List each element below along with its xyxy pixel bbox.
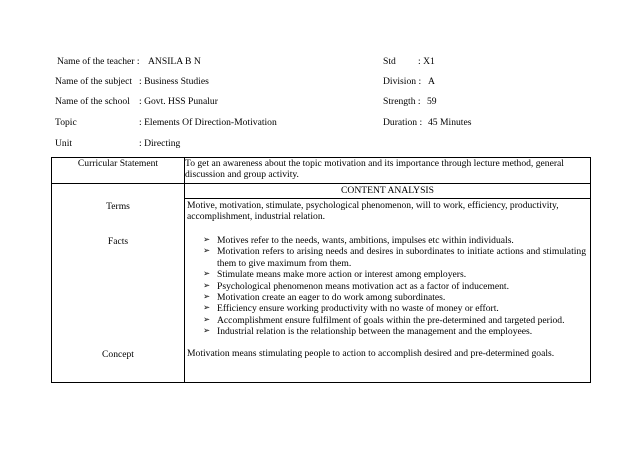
- lesson-plan-table: [51, 157, 591, 383]
- facts-label: Facts: [107, 236, 129, 247]
- duration-label: Duration :: [383, 117, 423, 128]
- fact-text: Psychological phenomenon means motivation act as a factor of inducement.: [217, 280, 509, 292]
- terms-label: Terms: [106, 201, 130, 212]
- concept-text: Motivation means stimulating people to action to accomplish desired and pre-determined goals.: [187, 348, 555, 359]
- facts-list-wrap: [187, 235, 586, 338]
- terms-text: Motive, motivation, stimulate, psychological phenomenon, will to work, efficiency, productivity, accomplishment, industrial relation.: [187, 200, 559, 223]
- arrowhead-bullet-icon: ➢: [203, 314, 211, 325]
- arrowhead-bullet-icon: ➢: [203, 280, 211, 291]
- arrowhead-bullet-icon: ➢: [203, 269, 211, 280]
- content-analysis-cell: [185, 184, 591, 383]
- arrowhead-bullet-icon: ➢: [203, 326, 211, 337]
- teacher-label: Name of the teacher :: [57, 56, 140, 67]
- curricular-text: To get an awareness about the topic motivation and its importance through lecture method, general discussion and group activity.: [185, 158, 564, 181]
- fact-item: [187, 246, 586, 269]
- topic-value: : Elements Of Direction-Motivation: [139, 117, 277, 128]
- subject-label: Name of the subject: [55, 76, 132, 87]
- fact-item: [187, 326, 586, 337]
- fact-text: Industrial relation is the relationship between the management and the employees.: [217, 326, 533, 338]
- unit-value: : Directing: [139, 138, 181, 149]
- fact-item: [187, 235, 586, 246]
- content-analysis-heading: CONTENT ANALYSIS: [185, 184, 590, 199]
- fact-text: Accomplishment ensure fulfilment of goals within the pre-determined and targeted period.: [217, 314, 565, 326]
- std-value: : X1: [418, 56, 435, 67]
- strength-value: 59: [427, 96, 437, 107]
- fact-text: Motivation create an eager to do work among subordinates.: [217, 292, 446, 304]
- arrowhead-bullet-icon: ➢: [203, 303, 211, 314]
- duration-value: 45 Minutes: [428, 117, 472, 128]
- school-value: : Govt. HSS Punalur: [139, 96, 218, 107]
- concept-label: Concept: [102, 349, 134, 360]
- fact-item: [187, 315, 586, 326]
- arrowhead-bullet-icon: ➢: [203, 246, 211, 257]
- fact-text: Efficiency ensure working productivity with no waste of money or effort.: [217, 303, 499, 315]
- strength-label: Strength :: [383, 96, 421, 107]
- fact-item: [187, 292, 586, 303]
- fact-text: Stimulate means make more action or interest among employers.: [217, 269, 467, 281]
- fact-item: [187, 303, 586, 314]
- std-label: Std: [383, 56, 396, 67]
- left-column-cell: [52, 184, 185, 383]
- subject-value: : Business Studies: [139, 76, 209, 87]
- arrowhead-bullet-icon: ➢: [203, 292, 211, 303]
- curricular-text-cell: [185, 158, 591, 184]
- teacher-value: ANSILA B N: [148, 56, 201, 67]
- arrowhead-bullet-icon: ➢: [203, 235, 211, 245]
- facts-list: [187, 235, 586, 338]
- curricular-label: Curricular Statement: [77, 158, 159, 169]
- topic-label: Topic: [55, 117, 77, 128]
- fact-item: [187, 281, 586, 292]
- division-value: A: [428, 76, 435, 87]
- unit-label: Unit: [55, 138, 73, 149]
- curricular-label-cell: [52, 158, 185, 184]
- fact-item: [187, 269, 586, 280]
- fact-text: Motives refer to the needs, wants, ambitions, impulses etc within individuals.: [217, 235, 514, 246]
- school-label: Name of the school: [55, 96, 130, 107]
- fact-text: Motivation refers to arising needs and desires in subordinates to initiate actions and stimulating them to give maximum from them.: [217, 246, 586, 269]
- division-label: Division :: [383, 76, 422, 87]
